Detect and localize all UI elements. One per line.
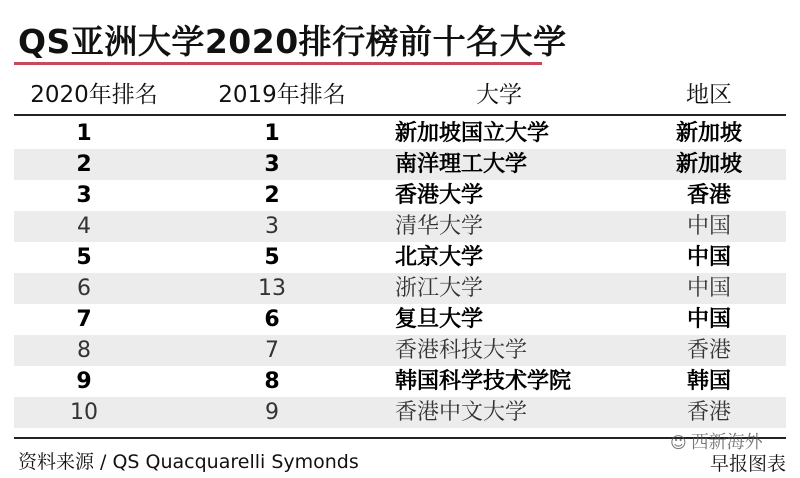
rank-2020: 3: [76, 183, 92, 208]
rank-2019: 3: [265, 214, 279, 239]
page-title: QS亚洲大学2020排行榜前十名大学: [18, 22, 567, 61]
table-header: [14, 72, 786, 116]
rank-2019: 9: [265, 400, 279, 425]
title-underline: [14, 62, 542, 65]
rank-2019: 5: [264, 245, 280, 270]
region: 新加坡: [675, 121, 742, 146]
university-name: 复旦大学: [395, 307, 484, 332]
table-row: [14, 118, 786, 149]
table-row: [14, 242, 786, 273]
watermark-text: 西新海外: [690, 432, 763, 453]
rank-2020: 7: [76, 307, 92, 332]
table-row: [14, 211, 786, 242]
region: 香港: [686, 400, 731, 425]
chart-credit: 早报图表: [709, 453, 786, 475]
table-row: [14, 180, 786, 211]
region: 韩国: [686, 369, 731, 394]
rank-2019: 1: [264, 121, 280, 146]
source-note: 资料来源 / QS Quacquarelli Symonds: [18, 451, 359, 473]
wechat-icon: ☺: [670, 433, 687, 452]
university-name: 北京大学: [395, 245, 484, 270]
rank-2019: 6: [264, 307, 280, 332]
rank-2020: 4: [77, 214, 91, 239]
region: 香港: [686, 183, 731, 208]
ranking-table: [14, 118, 786, 428]
university-name: 清华大学: [395, 214, 484, 239]
table-row: [14, 335, 786, 366]
region: 新加坡: [675, 152, 742, 177]
university-name: 新加坡国立大学: [395, 121, 550, 146]
rank-2020: 9: [76, 369, 92, 394]
university-name: 韩国科学技术学院: [395, 369, 572, 394]
rank-2020: 8: [77, 338, 91, 363]
university-name: 香港科技大学: [395, 338, 528, 363]
university-name: 香港大学: [395, 183, 484, 208]
rank-2019: 13: [258, 276, 286, 301]
region: 香港: [686, 338, 731, 363]
rank-2019: 7: [265, 338, 279, 363]
rank-2020: 5: [76, 245, 92, 270]
table-row: [14, 273, 786, 304]
region: 中国: [686, 245, 731, 270]
table-row: [14, 397, 786, 428]
region: 中国: [686, 307, 731, 332]
rank-2020: 1: [76, 121, 92, 146]
table-row: [14, 366, 786, 397]
header-rank-2020: 2020年排名: [30, 82, 158, 108]
university-name: 南洋理工大学: [395, 152, 528, 177]
rank-2020: 10: [70, 400, 98, 425]
header-university: 大学: [476, 82, 522, 108]
region: 中国: [686, 276, 731, 301]
region: 中国: [686, 214, 731, 239]
table-row: [14, 149, 786, 180]
university-name: 香港中文大学: [395, 400, 528, 425]
rank-2019: 8: [264, 369, 280, 394]
header-rank-2019: 2019年排名: [218, 82, 346, 108]
rank-2019: 2: [264, 183, 280, 208]
rank-2019: 3: [264, 152, 280, 177]
rank-2020: 6: [77, 276, 91, 301]
header-region: 地区: [686, 82, 732, 108]
table-row: [14, 304, 786, 335]
university-name: 浙江大学: [395, 276, 484, 301]
rank-2020: 2: [76, 152, 92, 177]
